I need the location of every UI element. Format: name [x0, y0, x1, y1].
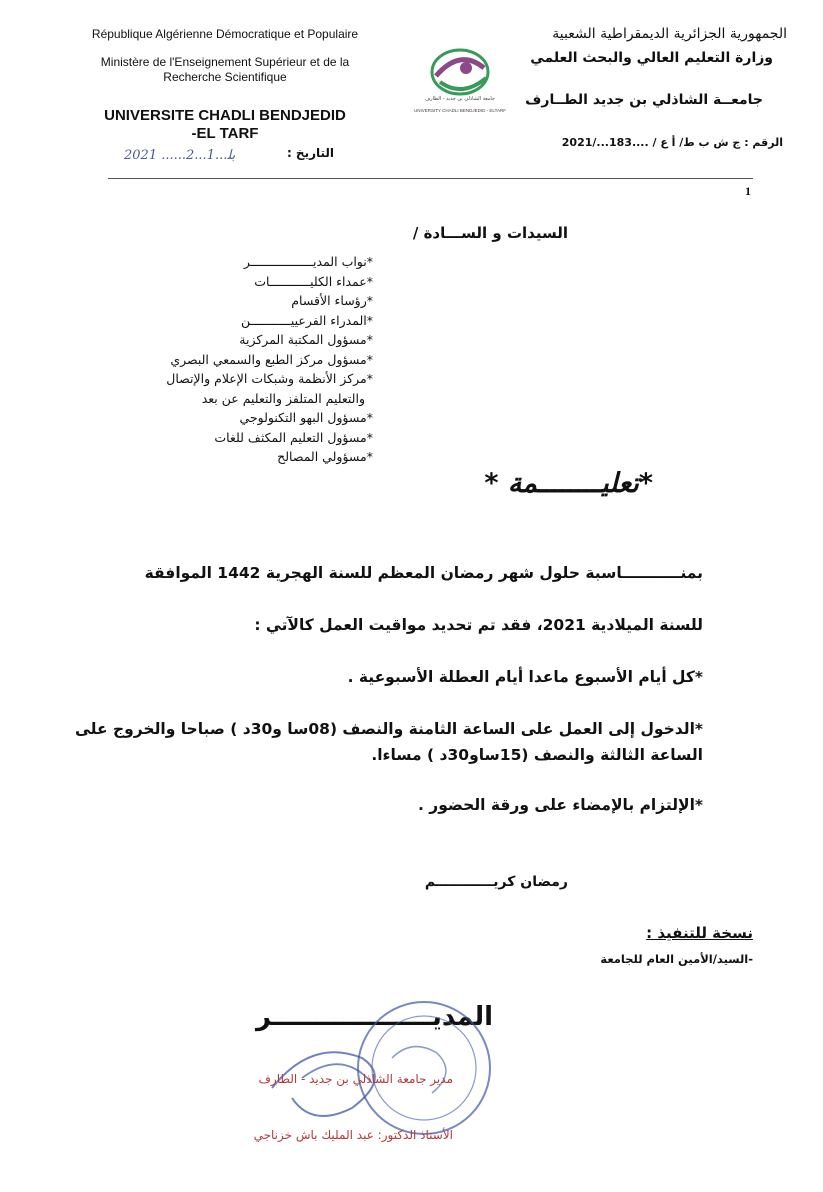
- body-item-2-line-2: الساعة الثالثة والنصف (15ساو30د ) مساءا.: [371, 746, 703, 764]
- addressee-item: *مسؤول التعليم المكثف للغات: [214, 429, 373, 445]
- logo-caption: UNIVERSITY CHADLI BENDJEDID - ELTARF: [413, 108, 506, 113]
- fr-university-line1: UNIVERSITE CHADLI BENDJEDID: [104, 107, 346, 124]
- header-divider: [108, 178, 753, 179]
- university-logo: [406, 38, 514, 118]
- addressee-item: *رؤساء الأقسام: [291, 293, 373, 308]
- memo-title: *تعليــــــــمة *: [484, 468, 653, 499]
- date-value: 2021 ......ﺑﻠ...1...2: [124, 148, 236, 163]
- fr-ministry-line1: Ministère de l'Enseignement Supérieur et de la: [100, 55, 350, 69]
- addressee-item: *مركز الأنظمة وشبكات الإعلام والإتصال: [166, 371, 373, 386]
- stamp-line-1: مدير جامعة الشاذلي بن جديد - الطارف: [258, 1072, 453, 1086]
- addressee-item: *مسؤول مركز الطبع والسمعي البصري: [170, 351, 373, 367]
- addressee-item: *نواب المديـــــــــــــــــر: [243, 254, 373, 269]
- closing-greeting: رمضان كريــــــــــــم: [424, 874, 568, 890]
- signatory-title: المديــــــــــــــــــر: [255, 1002, 493, 1032]
- fr-university-line2: -EL TARF: [191, 125, 259, 142]
- date-label: التاريخ :: [286, 146, 334, 160]
- body-line-1: بمنـــــــــــاسبة حلول شهر رمضان المعظم للسنة الهجرية 1442 الموافقة: [144, 564, 703, 582]
- stamp-line-2: الأستاذ الدكتور: عبد المليك باش خزناجي: [253, 1128, 453, 1142]
- addressee-item: والتعليم المتلفز والتعليم عن بعد: [201, 390, 365, 406]
- body-item-1: *كل أيام الأسبوع ماعدا أيام العطلة الأسبوعية .: [347, 668, 703, 686]
- ar-republic: الجمهورية الجزائرية الديمقراطية الشعبية: [552, 26, 787, 42]
- salutation: السيدات و الســـادة /: [412, 224, 568, 242]
- fr-ministry-line2: Recherche Scientifique: [163, 70, 287, 84]
- addressee-item: *عمداء الكليـــــــــــات: [254, 273, 373, 289]
- copy-recipient: -السيد/الأمين العام للجامعة: [600, 952, 753, 966]
- body-item-2-line-1: *الدخول إلى العمل على الساعة الثامنة والنصف (08سا و30د ) صباحا والخروج على: [74, 720, 703, 738]
- reference-number: الرقم : ج ش ب ط/ أ ع / ....183.../2021: [561, 136, 783, 149]
- body-line-2: للسنة الميلادية 2021، فقد تم تحديد مواقيت العمل كالآتي :: [254, 616, 703, 634]
- logo-caption-ar: جامعة الشاذلي بن جديد - الطارف: [424, 96, 495, 102]
- page-number: 1: [745, 184, 751, 198]
- ar-university: جامعــة الشاذلي بن جديد الطــارف: [525, 92, 763, 108]
- addressee-item: *مسؤول البهو التكنولوجي: [239, 410, 373, 425]
- body-item-3: *الإلتزام بالإمضاء على ورقة الحضور .: [417, 796, 703, 814]
- addressee-list: [113, 252, 373, 467]
- addressee-item: *المدراء الفرعييـــــــــــن: [241, 312, 373, 328]
- date-line: [124, 146, 334, 166]
- ar-ministry: وزارة التعليم العالي والبحث العلمي: [530, 50, 773, 66]
- copy-label: نسخة للتنفيذ :: [646, 924, 753, 942]
- addressee-item: *مسؤول المكتبة المركزية: [239, 332, 373, 347]
- addressee-item: *مسؤولي المصالح: [277, 449, 373, 464]
- fr-republic: République Algérienne Démocratique et Populaire: [91, 27, 359, 41]
- official-stamp: [252, 998, 502, 1178]
